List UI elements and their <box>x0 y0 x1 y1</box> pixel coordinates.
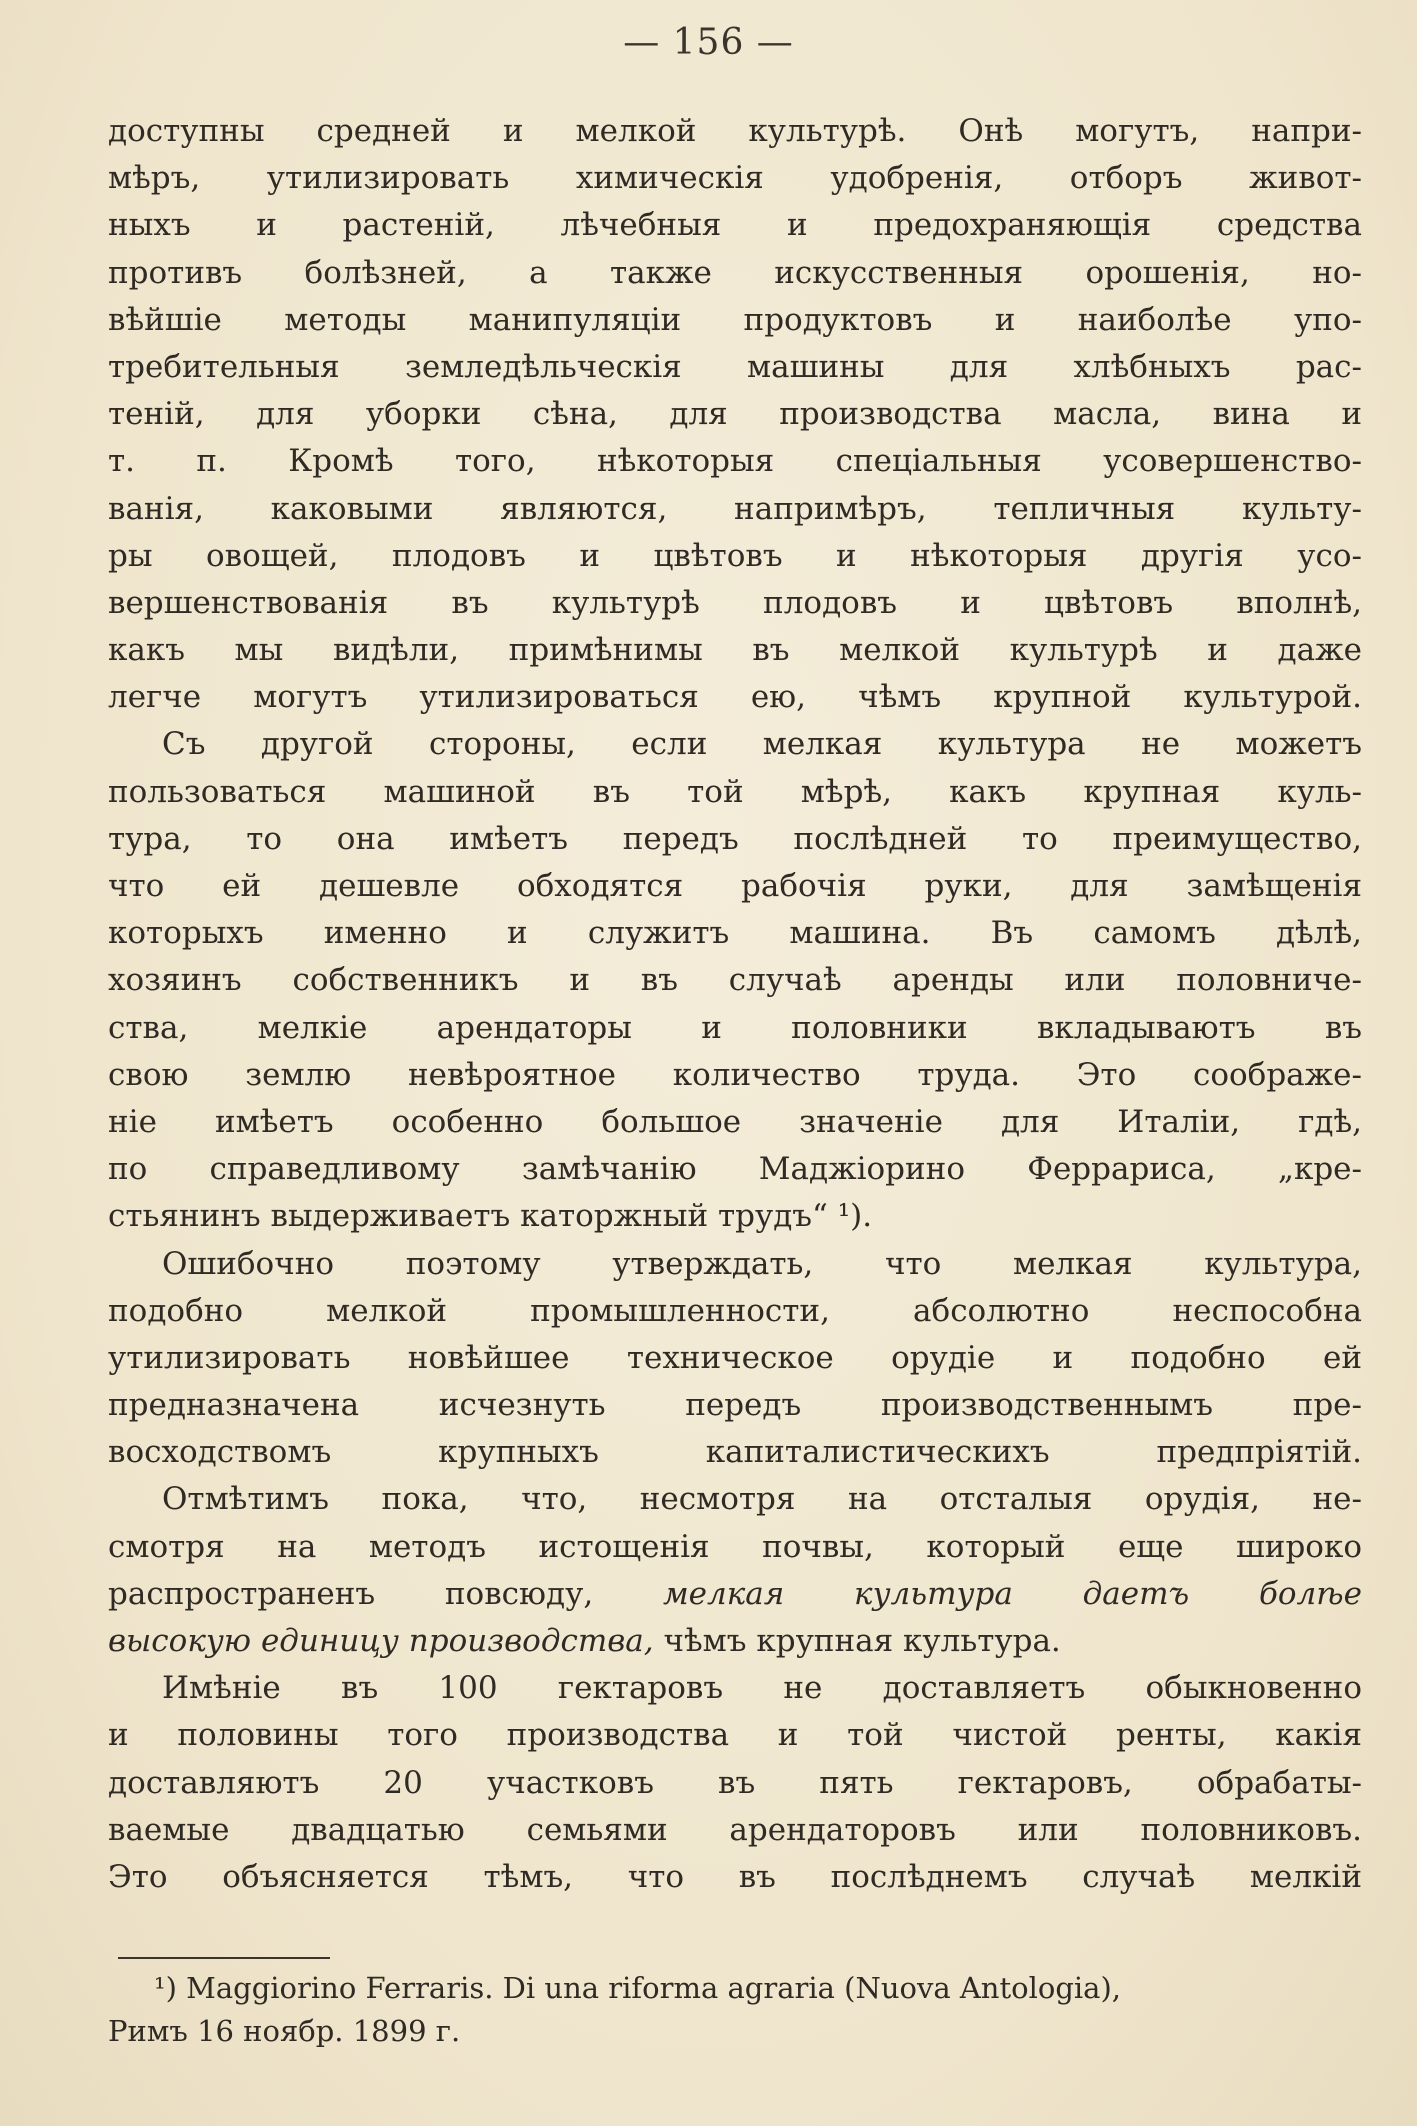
text-line: стьянинъ выдерживаетъ каторжный трудъ“ ¹). <box>108 1198 873 1235</box>
paragraph-1 <box>108 108 1362 721</box>
text-line-mixed <box>108 1618 1362 1665</box>
text-line: мѣръ, утилизировать химическія удобренія, отборъ живот- <box>108 160 1362 197</box>
text-line: вѣйшіе методы манипуляціи продуктовъ и наиболѣе упо- <box>108 301 1362 338</box>
footnote-marker: ¹) <box>154 1971 177 2005</box>
text-line: по справедливому замѣчанію Маджіорино Феррариса, „кре- <box>108 1151 1362 1188</box>
text-line: Ошибочно поэтому утверждать, что мелкая культура, <box>162 1245 1362 1282</box>
text-line: теній, для уборки сѣна, для производства масла, вина и <box>108 396 1362 433</box>
text-line: ры овощей, плодовъ и цвѣтовъ и нѣкоторыя другія усо- <box>108 537 1362 574</box>
text-line: ніе имѣетъ особенно большое значеніе для Италіи, гдѣ, <box>108 1103 1362 1140</box>
text-line: ства, мелкіе арендаторы и половники вкладываютъ въ <box>108 1009 1362 1046</box>
text-line: вершенствованія въ культурѣ плодовъ и цвѣтовъ вполнѣ, <box>108 584 1362 621</box>
text-line: ныхъ и растеній, лѣчебныя и предохраняющія средства <box>108 207 1362 244</box>
text-run: распространенъ повсюду, <box>108 1575 594 1612</box>
text-line: ваемые двадцатью семьями арендаторовъ или половниковъ. <box>108 1811 1362 1848</box>
text-line: т. п. Кромѣ того, нѣкоторыя спеціальныя усовершенство- <box>108 443 1362 480</box>
text-line: и половины того производства и той чистой ренты, какія <box>108 1717 1362 1754</box>
text-line: предназначена исчезнуть передъ производственнымъ пре- <box>108 1387 1362 1424</box>
text-line: свою землю невѣроятное количество труда. Это соображе- <box>108 1056 1362 1093</box>
paragraph-4 <box>108 1476 1362 1665</box>
text-line: тура, то она имѣетъ передъ послѣдней то преимущество, <box>108 820 1362 857</box>
text-line: утилизировать новѣйшее техническое орудіе и подобно ей <box>108 1339 1362 1376</box>
text-line: требительныя земледѣльческія машины для хлѣбныхъ рас- <box>108 348 1362 385</box>
text-line-mixed <box>108 1571 1362 1618</box>
text-line: противъ болѣзней, а также искусственныя орошенія, но- <box>108 254 1362 291</box>
text-line: доступны средней и мелкой культурѣ. Онѣ могутъ, напри- <box>108 113 1362 149</box>
italic-emphasis: мелкая культура даетъ болѣе <box>662 1575 1362 1612</box>
text-line: легче могутъ утилизироваться ею, чѣмъ крупной культурой. <box>108 679 1362 716</box>
text-run: чѣмъ крупная культура. <box>663 1623 1061 1659</box>
footnote <box>108 1967 1362 2053</box>
text-line: пользоваться машиной въ той мѣрѣ, какъ крупная куль- <box>108 773 1362 810</box>
footnote-text: Maggiorino Ferraris. Di una riforma agraria (Nuova Antologia), <box>186 1971 1121 2005</box>
page-number: — 156 — <box>623 22 794 63</box>
text-line: что ей дешевле обходятся рабочія руки, для замѣщенія <box>108 868 1362 904</box>
footnote-divider <box>118 1957 330 1959</box>
main-text <box>108 108 1362 1901</box>
text-line: Это объясняется тѣмъ, что въ послѣднемъ случаѣ мелкій <box>108 1858 1362 1895</box>
text-line: восходствомъ крупныхъ капиталистическихъ предпріятій. <box>108 1434 1362 1471</box>
text-line: какъ мы видѣли, примѣнимы въ мелкой культурѣ и даже <box>108 632 1362 669</box>
text-line: хозяинъ собственникъ и въ случаѣ аренды или половниче- <box>108 962 1362 999</box>
text-line: доставляютъ 20 участковъ въ пять гектаровъ, обрабаты- <box>108 1764 1362 1801</box>
paragraph-3 <box>108 1241 1362 1477</box>
text-line: которыхъ именно и служитъ машина. Въ самомъ дѣлѣ, <box>108 915 1362 952</box>
text-line: смотря на методъ истощенія почвы, который еще широко <box>108 1528 1362 1565</box>
text-line: Съ другой стороны, если мелкая культура не можетъ <box>162 726 1362 763</box>
footnote-line <box>108 1967 1362 2010</box>
footnote-line: Римъ 16 ноябр. 1899 г. <box>108 2014 461 2048</box>
paragraph-2 <box>108 721 1362 1240</box>
italic-emphasis: высокую единицу производства, <box>108 1623 654 1659</box>
text-line: подобно мелкой промышленности, абсолютно неспособна <box>108 1292 1362 1329</box>
text-line: Отмѣтимъ пока, что, несмотря на отсталыя орудія, не- <box>162 1481 1362 1518</box>
paragraph-5 <box>108 1665 1362 1901</box>
text-line: ванія, каковыми являются, напримѣръ, тепличныя культу- <box>108 490 1362 527</box>
text-line: Имѣніе въ 100 гектаровъ не доставляетъ обыкновенно <box>162 1670 1362 1707</box>
